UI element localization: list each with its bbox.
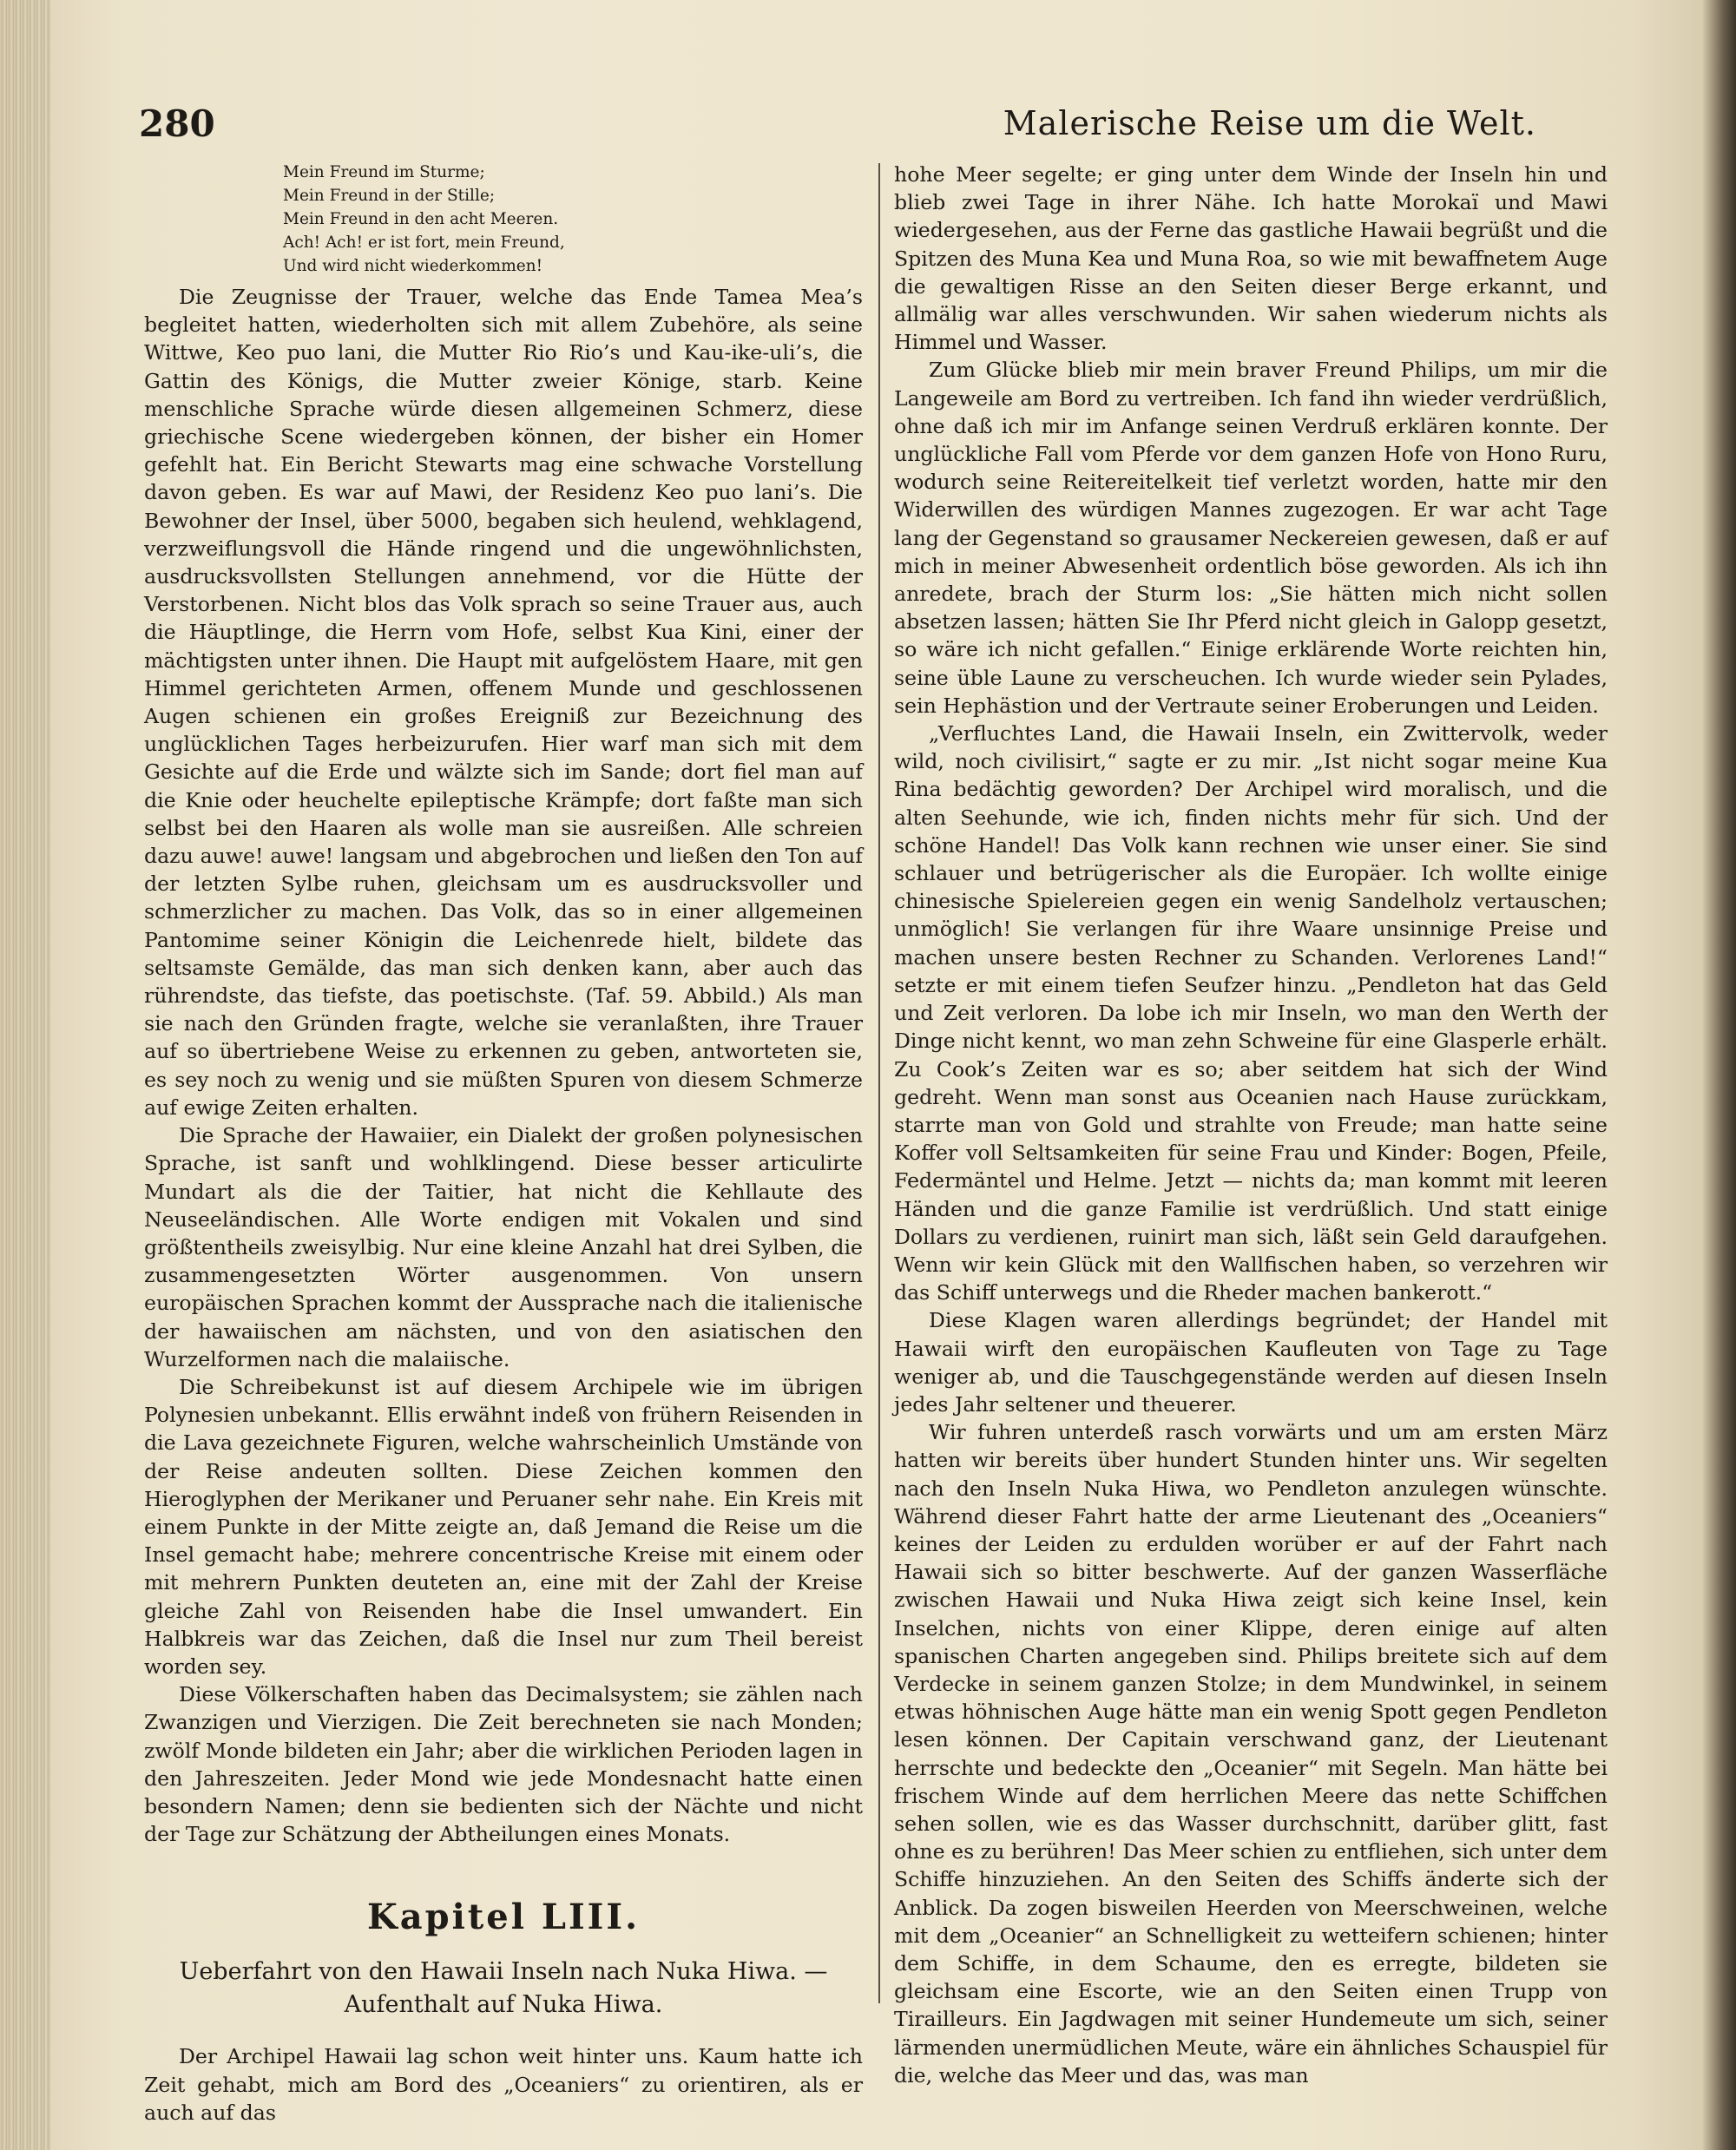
poem-line: Ach! Ach! er ist fort, mein Freund, [283,233,565,252]
paragraph-calendar: Diese Völkerschaften haben das Decimalsystem; sie zählen nach Zwanzigen und Vierzigen. Die Zeit berechneten sie nach Monden; zwölf Monde bildeten ein Jahr; aber die wirklichen Perioden lagen in den Jahreszeiten. Jeder Mond wie jede Mondesnacht hatte einen besondern Namen; denn sie bedienten sich der Nächte und nicht der Tage zur Schätzung der Abtheilungen eines Monats. [144,1682,863,1847]
paragraph-complaint: „Verfluchtes Land, die Hawaii Inseln, ein Zwittervolk, weder wild, noch civilisirt,“ sagte er zu mir. „Ist nicht sogar meine Kua Rina bedächtig geworden? Der Archipel wird moralisch, und die alten Seehunde, wie ich, finden nichts mehr für sich. Und der schöne Handel! Das Volk kann rechnen wie unser einer. Sie sind schlauer und betrügerischer als die Europäer. Ich wollte einige chinesische Spielereien gegen ein wenig Sandelholz vertauschen; unmöglich! Sie verlangen für ihre Waare unsinnige Preise und machen unsere besten Rechner zu Schanden. Verlorenes Land!“ setzte er mit einem tiefen Seufzer hinzu. „Pendleton hat das Geld und Zeit verloren. Da lobe ich mir Inseln, wo man den Werth der Dinge nicht kennt, wo man zehn Schweine für eine Glasperle erhält. Zu Cook’s Zeiten war es so; aber seitdem hat sich der Wind gedreht. Wenn man sonst aus Oceanien nach Hause zurückkam, starrte man von Gold und strahlte von Freude; man hatte seine Koffer voll Seltsamkeiten für seine Frau und Kinder: Bogen, Pfeile, Federmäntel und Helme. Jetzt — nichts da; man kommt mit leeren Händen und die ganze Familie ist verdrüßlich. Und statt einige Dollars zu verdienen, ruinirt man sich, läßt sein Geld daraufgehen. Wenn wir kein Glück mit den Wallfischen haben, so verzehren wir das Schiff unterwegs und die Rheder machen bankerott.“ [894,721,1608,1305]
paragraph-chapter-opening: Der Archipel Hawaii lag schon weit hinter uns. Kaum hatte ich Zeit gehabt, mich am Bord des „Oceaniers“ zu orientiren, als er auch auf das [144,2044,863,2125]
paragraph-mourning: Die Zeugnisse der Trauer, welche das Ende Tamea Mea’s begleitet hatten, wiederholten sich mit allem Zubehöre, als seine Wittwe, Keo puo lani, die Mutter Rio Rio’s und Kau-ike-uli’s, die Gattin des Königs, die Mutter zweier Könige, starb. Keine menschliche Sprache würde diesen allgemeinen Schmerz, diese griechische Scene wiedergeben können, der bisher ein Homer gefehlt hat. Ein Bericht Stewarts mag eine schwache Vorstellung davon geben. Es war auf Mawi, der Residenz Keo puo lani’s. Die Bewohner der Insel, über 5000, begaben sich heulend, wehklagend, verzweiflungsvoll die Hände ringend und die ungewöhnlichsten, ausdrucksvollsten Stellungen annehmend, vor die Hütte der Verstorbenen. Nicht blos das Volk sprach so seine Trauer aus, auch die Häuptlinge, die Herrn vom Hofe, selbst Kua Kini, einer der mächtigsten unter ihnen. Die Haupt mit aufgelöstem Haare, mit gen Himmel gerichteten Armen, offenem Munde und geschlossenen Augen schienen ein großes Ereigniß zur Bezeichnung des unglücklichen Tages herbeizurufen. Hier warf man sich mit dem Gesichte auf die Erde und wälzte sich im Sande; dort fiel man auf die Knie oder heuchelte epileptische Krämpfe; dort faßte man sich selbst bei den Haaren als wolle man sie ausreißen. Alle schreien dazu auwe! auwe! langsam und abgebrochen und ließen den Ton auf der letzten Sylbe ruhen, gleichsam um es ausdrucksvoller und schmerzlicher zu machen. Das Volk, das so in einer allgemeinen Pantomime seiner Königin die Leichenrede hielt, bildete das seltsamste Gemälde, das man sich denken kann, aber auch das rührendste, das tiefste, das poetischste. (Taf. 59. Abbild.) Als man sie nach den Gründen fragte, welche sie veranlaßten, ihre Trauer auf so übertriebene Weise zu erkennen zu geben, antworteten sie, es sey noch zu wenig und sie müßten Spuren von diesem Schmerze auf ewige Zeiten erhalten. [144,285,863,1120]
column-divider [878,163,880,2003]
paragraph-trade: Diese Klagen waren allerdings begründet; der Handel mit Hawaii wirft den europäischen Kaufleuten von Tage zu Tage weniger ab, und die Tauschgegenstände werden auf diesen Inseln jedes Jahr seltener und theuerer. [894,1308,1608,1417]
page-header [139,102,1606,163]
paragraph-voyage: Wir fuhren unterdeß rasch vorwärts und um am ersten März hatten wir bereits über hundert Stunden hinter uns. Wir segelten nach den Inseln Nuka Hiwa, wo Pendleton anzulegen wünschte. Während dieser Fahrt hatte der arme Lieutenant des „Oceaniers“ keines der Leiden zu erdulden worüber er auf der Fahrt nach Hawaii sich so bitter beschwerte. Auf der ganzen Wasserfläche zwischen Hawaii und Nuka Hiwa zeigt sich keine Insel, kein Inselchen, nichts von einer Klippe, deren einige auf alten spanischen Charten angegeben sind. Philips breitete sich auf dem Verdecke in seinem ganzen Stolze; in dem Mundwinkel, in seinem etwas höhnischen Auge hätte man ein wenig Spott gegen Pendleton lesen können. Der Capitain verschwand ganz, der Lieutenant herrschte und bedeckte den „Oceanier“ mit Segeln. Man hätte bei frischem Winde auf dem herrlichen Meere das nette Schiffchen sehen sollen, wie es das Wasser durchschnitt, darüber glitt, fast ohne es zu berühren! Das Meer schien zu entfliehen, sich unter dem Schiffe hinzuziehen. An den Seiten des Schiffs änderte sich der Anblick. Da zogen bisweilen Heerden von Meerschweinen, welche mit dem „Oceanier“ an Schnelligkeit zu wetteifern schienen; hinter dem Schiffe, in dem Schaume, den es erregte, bildeten sie gleichsam eine Escorte, wie an den Seiten einen Trupp von Tirailleurs. Ein Jagdwagen mit seiner Hundemeute um sich, seiner lärmenden unermüdlichen Meute, wäre ein ähnliches Schauspiel für die, welche das Meer und das, was man [894,1420,1608,2088]
poem-line: Mein Freund in den acht Meeren. [283,210,559,228]
paragraph-writing: Die Schreibekunst ist auf diesem Archipele wie im übrigen Polynesien unbekannt. Ellis erwähnt indeß von frühern Reisenden in die Lava gezeichnete Figuren, welche wahrscheinlich Umstände von der Reise andeuten sollten. Diese Zeichen kommen den Hieroglyphen der Merikaner und Peruaner sehr nahe. Ein Kreis mit einem Punkte in der Mitte zeigte an, daß Jemand die Reise um die Insel gemacht habe; mehrere concentrische Kreise mit einem oder mit mehrern Punkten deuteten an, eine mit der Zahl der Kreise gleiche Zahl von Reisenden habe die Insel umwandert. Ein Halbkreis war das Zeichen, daß die Insel nur zum Theil bereist worden sey. [144,1374,863,1679]
right-column [894,161,1608,2089]
left-column [144,161,863,2127]
paragraph-language: Die Sprache der Hawaiier, ein Dialekt der großen polynesischen Sprache, ist sanft und wohlklingend. Diese besser articulirte Mundart als die der Taitier, hat nicht die Kehllaute des Neuseeländischen. Alle Worte endigen mit Vokalen und sind größtentheils zweisylbig. Nur eine kleine Anzahl hat drei Sylben, die zusammengesetzten Wörter ausgenommen. Von unsern europäischen Sprachen kommt der Aussprache nach die italienische der hawaiischen am nächsten, und von den asiatischen den Wurzelformen nach die malaiische. [144,1123,863,1371]
poem-line: Mein Freund in der Stille; [283,187,496,205]
paragraph-philips: Zum Glücke blieb mir mein braver Freund Philips, um mir die Langeweile am Bord zu vertreiben. Ich fand ihn wieder verdrüßlich, ohne daß ich mir im Anfange seinen Verdruß erklären konnte. Der unglückliche Fall vom Pferde vor dem ganzen Hofe von Hono Ruru, wodurch seine Reitereitelkeit tief verletzt worden, hatte mir den Widerwillen des würdigen Mannes zugezogen. Er war acht Tage lang der Gegenstand so grausamer Neckereien gewesen, daß er auf mich in meiner Abwesenheit ordentlich böse geworden. Als ich ihn anredete, brach der Sturm los: „Sie hätten mich nicht sollen absetzen lassen; hätten Sie Ihr Pferd nicht gleich in Galopp gesetzt, so wäre ich nicht gefallen.“ Einige erklärende Worte reichten hin, seine üble Laune zu verscheuchen. Ich wurde wieder sein Pylades, sein Hephästion und der Vertraute seiner Eroberungen und Leiden. [894,358,1608,718]
book-binding-edge [0,0,50,2150]
page-number: 280 [139,102,215,145]
running-title: Malerische Reise um die Welt. [1003,104,1536,142]
poem-line: Und wird nicht wiederkommen! [283,257,543,275]
chapter-subtitle: Ueberfahrt von den Hawaii Inseln nach Nuka Hiwa. — Aufenthalt auf Nuka Hiwa. [179,1958,828,2019]
chapter-title: Kapitel LIII. [366,1897,641,1938]
page-edge-shadow [1703,0,1736,2150]
poem-line: Mein Freund im Sturme; [283,163,485,181]
paragraph-continuation: hohe Meer segelte; er ging unter dem Winde der Inseln hin und blieb zwei Tage in ihrer Nähe. Ich hatte Morokaï und Mawi wiedergesehen, aus der Ferne das gastliche Hawaii begrüßt und die Spitzen des Muna Kea und Muna Roa, so wie mit bewaffnetem Auge die gewaltigen Risse an den Seiten dieser Berge erkannt, und allmälig war alles verschwunden. Wir sahen wiederum nichts als Himmel und Wasser. [894,162,1608,355]
poem [283,161,863,278]
